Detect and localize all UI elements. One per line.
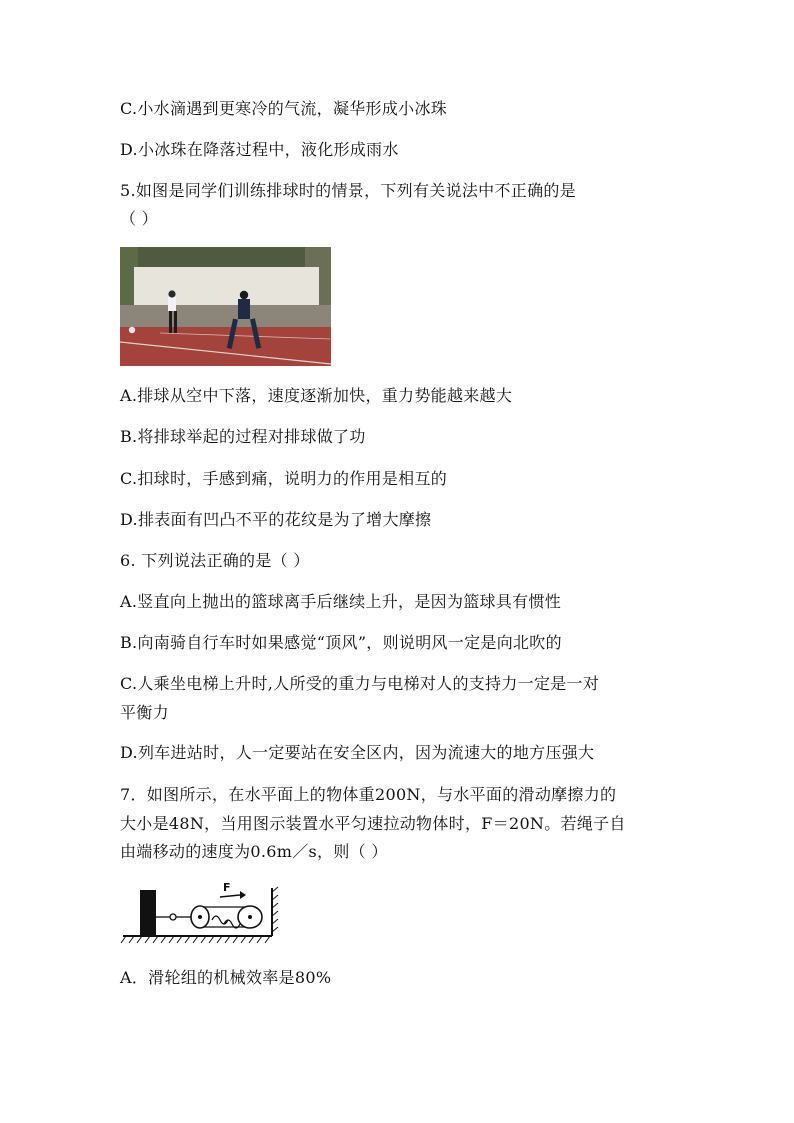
question-5-blank: （ ） [120,209,158,228]
question-7-stem-line2: 大小是48N，当用图示装置水平匀速拉动物体时，F＝20N。若绳子自 [120,814,626,833]
fixed-pulley-axle [248,915,252,919]
question-7-stem-line3: 由端移动的速度为0.6m／s，则（ ） [120,842,388,861]
question-6-option-b: B.向南骑自行车时如果感觉“顶风”，则说明风一定是向北吹的 [120,633,562,652]
question-6-option-c-line2: 平衡力 [120,703,169,722]
question-6-option-a: A.竖直向上抛出的篮球离手后继续上升，是因为篮球具有惯性 [120,592,562,611]
block-object [140,890,156,936]
force-label: F [223,881,231,894]
question-6-stem: 6. 下列说法正确的是（ ） [120,551,310,570]
line-d-option-prev: D.小冰珠在降落过程中，液化形成雨水 [120,140,399,159]
question-7-option-a: A．滑轮组的机械效率是80% [120,968,332,987]
question-5-option-b: B.将排球举起的过程对排球做了功 [120,427,366,446]
force-arrow [220,895,240,897]
pulley-diagram [120,880,280,946]
volleyball-photo [120,247,331,366]
ground-hatch [121,936,270,943]
force-arrowhead [240,891,246,899]
question-7-stem-line1: 7．如图所示，在水平面上的物体重200N，与水平面的滑动摩擦力的 [120,785,617,804]
question-5-stem: 5.如图是同学们训练排球时的情景，下列有关说法中不正确的是 [120,181,576,200]
question-6-option-d: D.列车进站时，人一定要站在安全区内，因为流速大的地方压强大 [120,743,595,762]
question-5-option-c: C.扣球时，手感到痛，说明力的作用是相互的 [120,469,448,488]
question-5-option-d: D.排表面有凹凸不平的花纹是为了增大摩擦 [120,510,432,529]
line-c-option-prev: C.小水滴遇到更寒冷的气流，凝华形成小冰珠 [120,99,448,118]
question-6-option-c-line1: C.人乘坐电梯上升时,人所受的重力与电梯对人的支持力一定是一对 [120,674,600,693]
movable-pulley-axle [198,915,202,919]
question-5-option-a: A.排球从空中下落，速度逐渐加快，重力势能越来越大 [120,386,513,405]
